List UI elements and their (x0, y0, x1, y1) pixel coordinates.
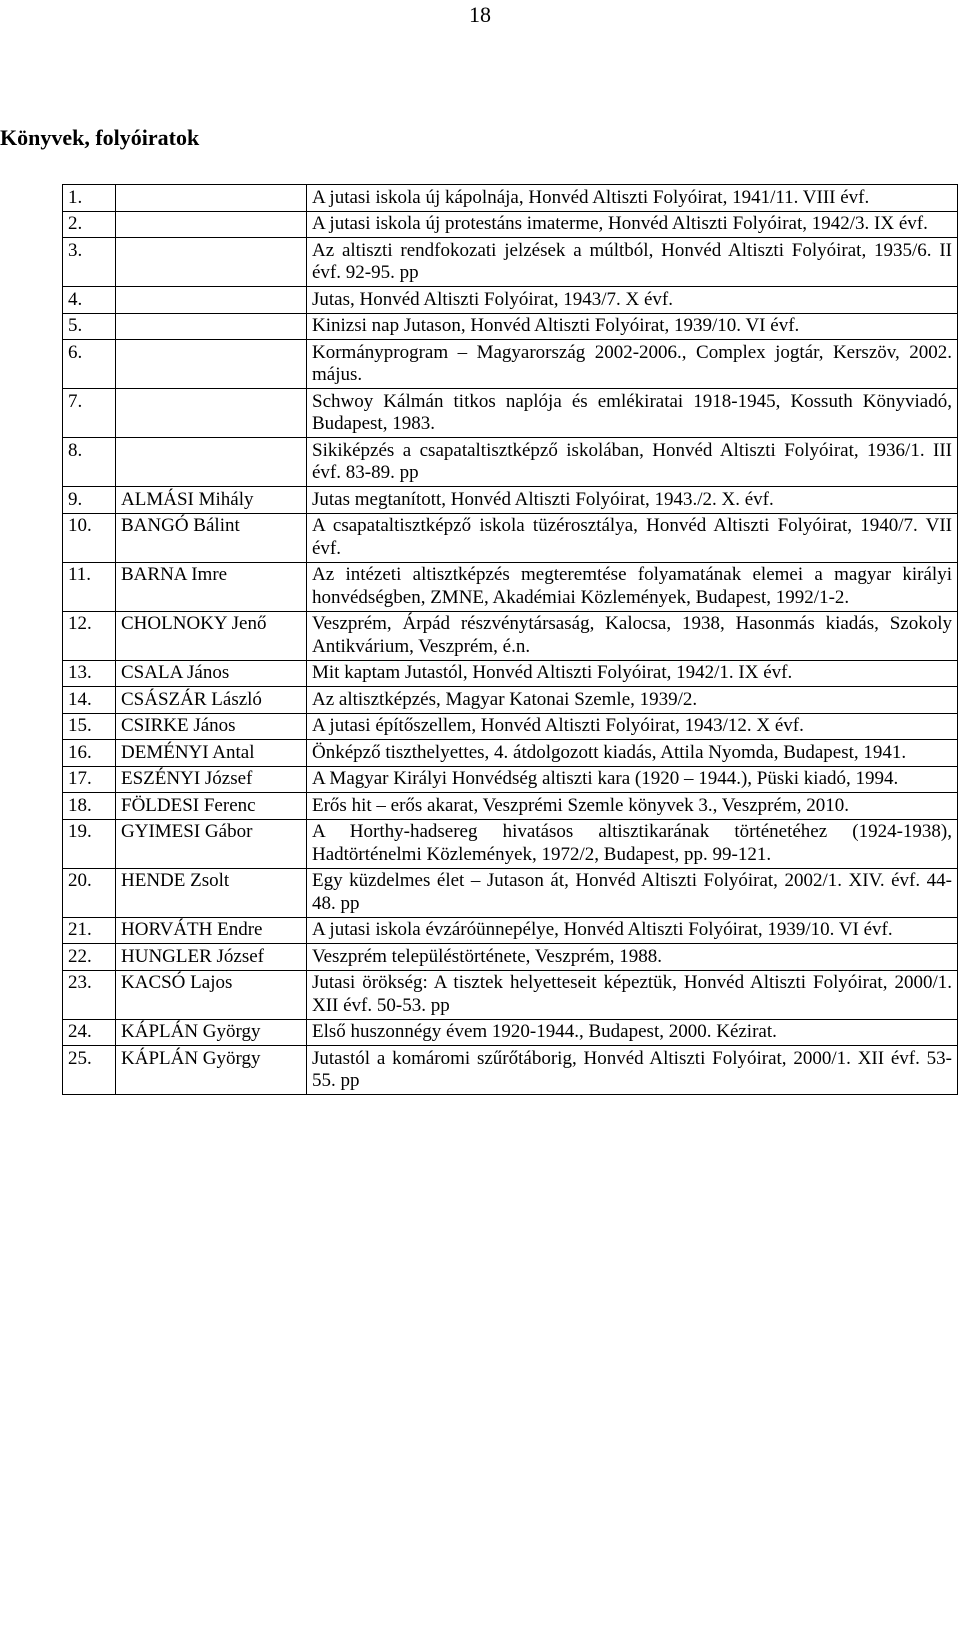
table-row (63, 611, 958, 660)
reference-author (116, 287, 307, 314)
reference-number: 7. (63, 389, 116, 438)
reference-title: Sikiképzés a csapataltisztképző iskolában, Honvéd Altiszti Folyóirat, 1936/1. III évf. 83-89. pp (307, 438, 958, 487)
reference-table-body (63, 185, 958, 1095)
reference-title: Jutastól a komáromi szűrőtáborig, Honvéd Altiszti Folyóirat, 2000/1. XII évf. 53-55. pp (307, 1046, 958, 1095)
reference-author: ESZÉNYI József (116, 766, 307, 793)
table-row (63, 389, 958, 438)
reference-number: 2. (63, 211, 116, 238)
reference-number: 3. (63, 238, 116, 287)
reference-title: Az altiszti rendfokozati jelzések a múltból, Honvéd Altiszti Folyóirat, 1935/6. II évf. 92-95. pp (307, 238, 958, 287)
reference-author: DEMÉNYI Antal (116, 740, 307, 767)
reference-table (62, 184, 958, 1095)
reference-title: Önképző tiszthelyettes, 4. átdolgozott kiadás, Attila Nyomda, Budapest, 1941. (307, 740, 958, 767)
reference-author: BARNA Imre (116, 562, 307, 611)
reference-author: BANGÓ Bálint (116, 513, 307, 562)
reference-author: KACSÓ Lajos (116, 970, 307, 1019)
table-row (63, 211, 958, 238)
reference-author (116, 313, 307, 340)
reference-author: ALMÁSI Mihály (116, 487, 307, 514)
reference-title: Schwoy Kálmán titkos naplója és emlékiratai 1918-1945, Kossuth Könyviadó, Budapest, 1983. (307, 389, 958, 438)
table-row (63, 562, 958, 611)
reference-title: Kormányprogram – Magyarország 2002-2006., Complex jogtár, Kerszöv, 2002. május. (307, 340, 958, 389)
reference-title: Első huszonnégy évem 1920-1944., Budapest, 2000. Kézirat. (307, 1019, 958, 1046)
reference-number: 4. (63, 287, 116, 314)
table-row (63, 766, 958, 793)
reference-author (116, 211, 307, 238)
table-row (63, 944, 958, 971)
table-row (63, 793, 958, 820)
reference-author: CHOLNOKY Jenő (116, 611, 307, 660)
page-number: 18 (469, 2, 491, 27)
table-row (63, 970, 958, 1019)
reference-author: FÖLDESI Ferenc (116, 793, 307, 820)
reference-number: 20. (63, 868, 116, 917)
reference-number: 12. (63, 611, 116, 660)
table-row (63, 340, 958, 389)
reference-title: Az intézeti altisztképzés megteremtése folyamatának elemei a magyar királyi honvédségben, ZMNE, Akadémiai Közlemények, Budapest, 1992/1-2. (307, 562, 958, 611)
table-row (63, 868, 958, 917)
reference-number: 1. (63, 185, 116, 212)
reference-number: 17. (63, 766, 116, 793)
table-row (63, 740, 958, 767)
reference-author (116, 340, 307, 389)
table-row (63, 238, 958, 287)
reference-title: Kinizsi nap Jutason, Honvéd Altiszti Folyóirat, 1939/10. VI évf. (307, 313, 958, 340)
reference-title: A csapataltisztképző iskola tüzérosztálya, Honvéd Altiszti Folyóirat, 1940/7. VII évf. (307, 513, 958, 562)
reference-number: 16. (63, 740, 116, 767)
table-row (63, 713, 958, 740)
reference-number: 24. (63, 1019, 116, 1046)
reference-number: 15. (63, 713, 116, 740)
table-row (63, 313, 958, 340)
reference-title: Veszprém településtörténete, Veszprém, 1988. (307, 944, 958, 971)
reference-title: Jutasi örökség: A tisztek helyetteseit képeztük, Honvéd Altiszti Folyóirat, 2000/1. XII évf. 50-53. pp (307, 970, 958, 1019)
reference-author: HORVÁTH Endre (116, 917, 307, 944)
reference-author: KÁPLÁN György (116, 1046, 307, 1095)
table-row (63, 687, 958, 714)
reference-number: 25. (63, 1046, 116, 1095)
table-row (63, 1046, 958, 1095)
reference-number: 5. (63, 313, 116, 340)
section-heading: Könyvek, folyóiratok (0, 125, 200, 150)
reference-author (116, 438, 307, 487)
reference-number: 13. (63, 660, 116, 687)
reference-number: 14. (63, 687, 116, 714)
reference-title: Veszprém, Árpád részvénytársaság, Kalocsa, 1938, Hasonmás kiadás, Szokoly Antikvárium, Veszprém, é.n. (307, 611, 958, 660)
reference-title: A jutasi építőszellem, Honvéd Altiszti Folyóirat, 1943/12. X évf. (307, 713, 958, 740)
reference-title: A Horthy-hadsereg hivatásos altisztikarának történetéhez (1924-1938), Hadtörténelmi Közlemények, 1972/2, Budapest, pp. 99-121. (307, 819, 958, 868)
table-row (63, 1019, 958, 1046)
reference-number: 23. (63, 970, 116, 1019)
table-row (63, 438, 958, 487)
reference-number: 10. (63, 513, 116, 562)
reference-title: Az altisztképzés, Magyar Katonai Szemle, 1939/2. (307, 687, 958, 714)
table-row (63, 660, 958, 687)
reference-author: GYIMESI Gábor (116, 819, 307, 868)
reference-title: A jutasi iskola új protestáns imaterme, Honvéd Altiszti Folyóirat, 1942/3. IX évf. (307, 211, 958, 238)
reference-author: KÁPLÁN György (116, 1019, 307, 1046)
reference-number: 22. (63, 944, 116, 971)
reference-author (116, 185, 307, 212)
reference-number: 9. (63, 487, 116, 514)
reference-title: A jutasi iskola évzáróünnepélye, Honvéd Altiszti Folyóirat, 1939/10. VI évf. (307, 917, 958, 944)
table-row (63, 917, 958, 944)
reference-number: 18. (63, 793, 116, 820)
reference-title: Mit kaptam Jutastól, Honvéd Altiszti Folyóirat, 1942/1. IX évf. (307, 660, 958, 687)
reference-title: A Magyar Királyi Honvédség altiszti kara (1920 – 1944.), Püski kiadó, 1994. (307, 766, 958, 793)
table-row (63, 819, 958, 868)
reference-author (116, 389, 307, 438)
reference-number: 11. (63, 562, 116, 611)
reference-number: 19. (63, 819, 116, 868)
reference-title: Jutas megtanított, Honvéd Altiszti Folyóirat, 1943./2. X. évf. (307, 487, 958, 514)
reference-author: CSALA János (116, 660, 307, 687)
reference-number: 8. (63, 438, 116, 487)
reference-author: CSÁSZÁR László (116, 687, 307, 714)
reference-number: 21. (63, 917, 116, 944)
table-row (63, 287, 958, 314)
reference-title: A jutasi iskola új kápolnája, Honvéd Altiszti Folyóirat, 1941/11. VIII évf. (307, 185, 958, 212)
reference-author: CSIRKE János (116, 713, 307, 740)
reference-title: Jutas, Honvéd Altiszti Folyóirat, 1943/7. X évf. (307, 287, 958, 314)
reference-number: 6. (63, 340, 116, 389)
reference-author: HUNGLER József (116, 944, 307, 971)
table-row (63, 487, 958, 514)
reference-author: HENDE Zsolt (116, 868, 307, 917)
reference-title: Egy küzdelmes élet – Jutason át, Honvéd Altiszti Folyóirat, 2002/1. XIV. évf. 44-48. pp (307, 868, 958, 917)
reference-title: Erős hit – erős akarat, Veszprémi Szemle könyvek 3., Veszprém, 2010. (307, 793, 958, 820)
table-row (63, 513, 958, 562)
table-row (63, 185, 958, 212)
reference-author (116, 238, 307, 287)
